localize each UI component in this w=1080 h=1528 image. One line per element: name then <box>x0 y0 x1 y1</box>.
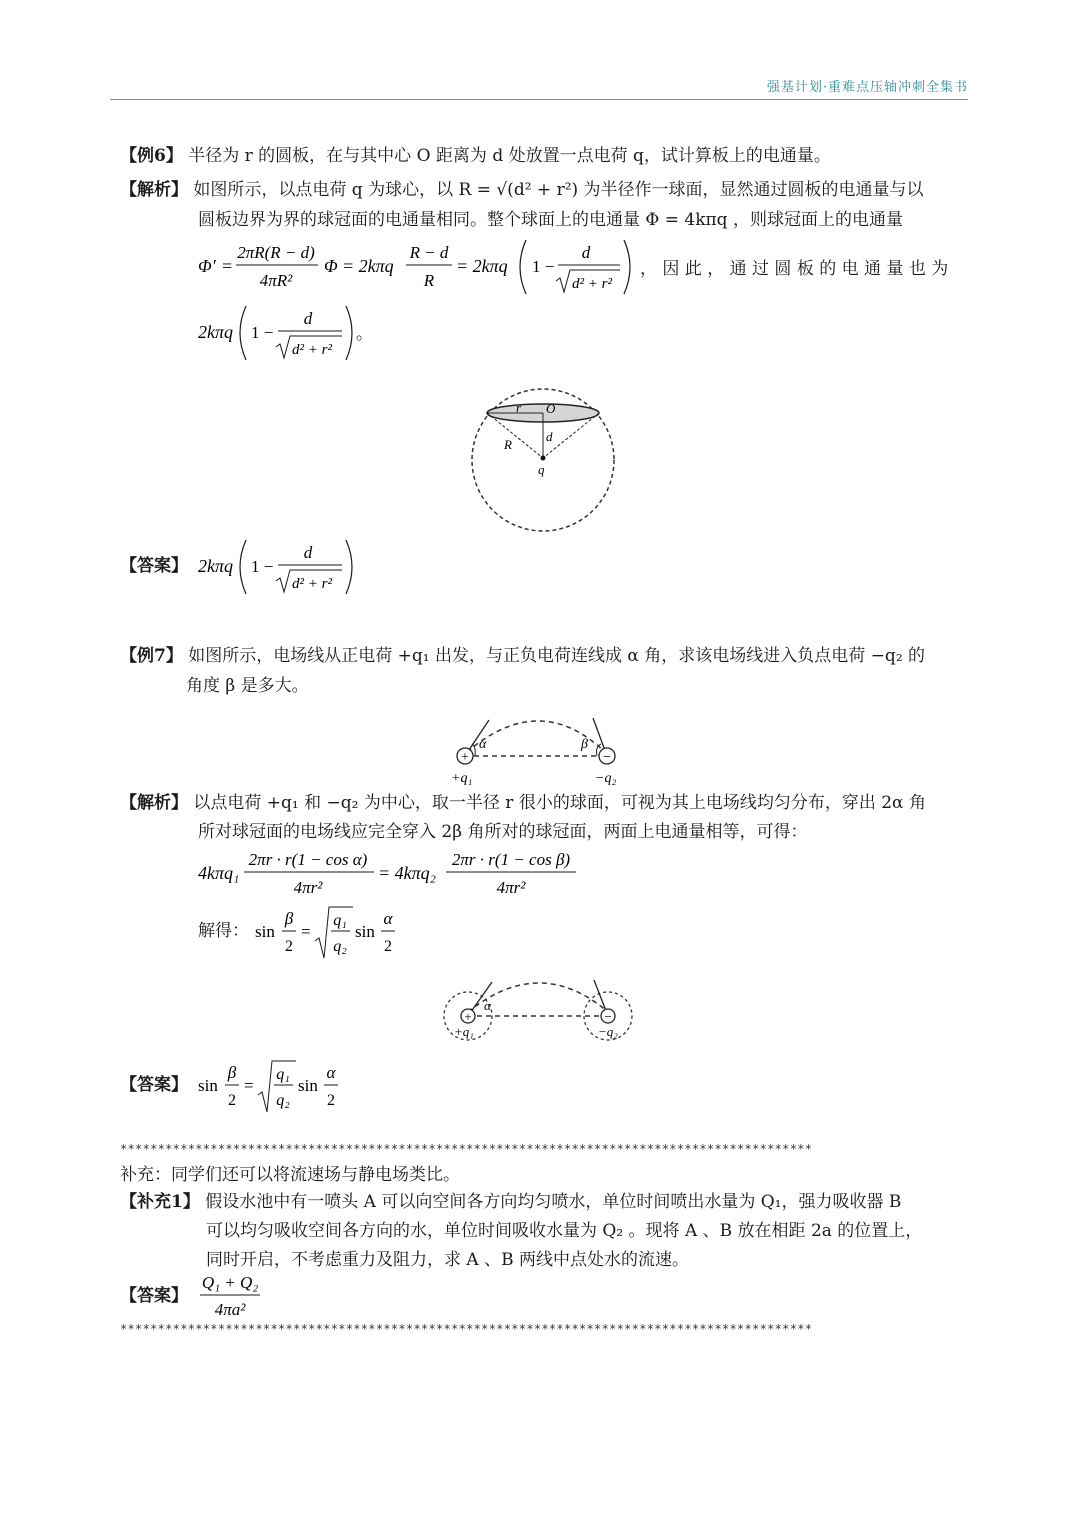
supplement-text1: 假设水池中有一喷头 A 可以向空间各方向均匀喷水，单位时间喷出水量为 Q₁，强力吸收器 B <box>205 1192 902 1212</box>
eq3-text: = 2kπq <box>456 256 508 276</box>
point-charge-dot <box>541 456 546 461</box>
coef-text-2: 2kπq <box>198 556 234 576</box>
label-q: q <box>538 462 545 477</box>
example6-solution-line1 <box>120 177 924 203</box>
sqrt-body-1: d² + r² <box>572 276 612 292</box>
two-den-2: 2 <box>384 938 392 955</box>
example7-question-line2 <box>186 673 309 699</box>
example7-question-line1 <box>120 643 925 669</box>
minus-sign-2: − <box>604 1009 612 1024</box>
q1-num-1: q₁ <box>333 912 347 929</box>
example6-answer-tag: 【答案】 <box>120 556 188 576</box>
label-minus-q2-2: −q₂ <box>598 1024 618 1039</box>
supplement-line2 <box>206 1218 922 1244</box>
label-O: O <box>546 401 556 416</box>
one-minus-1: 1 − <box>532 257 555 276</box>
label-plus-q1: +q₁ <box>451 771 473 786</box>
example6-solution-tag: 【解析】 <box>120 180 188 200</box>
sin-2: sin <box>355 922 375 941</box>
running-header <box>110 66 968 100</box>
coef-text-1: 2kπq <box>198 322 234 342</box>
two-den-1: 2 <box>285 938 293 955</box>
example6-answer-formula <box>196 536 376 602</box>
answer-numerator: Q₁ + Q₂ <box>201 1273 259 1292</box>
sqrt-body-3: d² + r² <box>292 576 332 592</box>
label-plus-q1-2: +q₁ <box>454 1024 474 1039</box>
two-den-3: 2 <box>228 1092 236 1109</box>
example6-solution-line3-suffix <box>640 256 948 282</box>
q2-den-2: q₂ <box>276 1092 290 1109</box>
example7-answer-formula <box>196 1057 346 1115</box>
label-d: d <box>546 429 553 444</box>
sqrt-body-2: d² + r² <box>292 342 332 358</box>
separator-stars-bottom: ******************************************************************************************** <box>120 1322 813 1336</box>
answer-denominator: 4πa² <box>214 1300 246 1319</box>
supplement-intro-line <box>120 1162 460 1188</box>
example7-solution-line1 <box>120 790 926 816</box>
example6-question: 半径为 r 的圆板，在与其中心 O 距离为 d 处放置一点电荷 q，试计算板上的电通量。 <box>188 146 831 166</box>
beta-num-1: β <box>284 909 294 928</box>
sin-1: sin <box>255 922 275 941</box>
example6-solution-text2: 圆板边界为界的球冠面的电通量相同。整个球面上的电通量 Φ = 4kπq ，则球冠面上的电通量 <box>198 210 903 230</box>
example6-period <box>356 321 373 347</box>
solve-label: 解得： <box>198 921 249 941</box>
example7-solution-line2 <box>198 819 807 845</box>
frac2-numerator: R − d <box>409 243 449 262</box>
right-denominator: 4πr² <box>496 878 526 897</box>
left-denominator: 4πr² <box>293 878 323 897</box>
example6-flux-formula <box>196 234 646 300</box>
supplement-answer-formula <box>196 1270 276 1322</box>
example6-tag: 【例6】 <box>120 146 183 166</box>
label-alpha: α <box>479 737 487 752</box>
middle-equals: = 4kπq₂ <box>378 863 436 883</box>
left-numerator: 2πr · r(1 − cos α) <box>248 850 368 869</box>
q2-den-1: q₂ <box>333 938 347 955</box>
d-numerator-3: d <box>303 543 313 562</box>
alpha-num-1: α <box>383 909 393 928</box>
supplement-text2: 可以均匀吸收空间各方向的水，单位时间吸收水量为 Q₂ 。现将 A 、B 放在相距 2a 的位置上， <box>206 1221 923 1241</box>
d-numerator-2: d <box>303 309 313 328</box>
example7-solution-text1: 以点电荷 +q₁ 和 −q₂ 为中心，取一半径 r 很小的球面，可视为其上电场线均匀分布，穿出 2α 角 <box>193 793 926 813</box>
alpha-num-2: α <box>326 1063 336 1082</box>
separator-stars-top: ******************************************************************************************** <box>120 1142 813 1156</box>
supplement-answer-tag: 【答案】 <box>120 1286 188 1306</box>
example6-answer-line <box>120 553 188 579</box>
plus-sign-2: + <box>464 1009 472 1024</box>
example7-question2: 角度 β 是多大。 <box>186 676 309 696</box>
label-alpha-2: α <box>484 998 491 1013</box>
example7-solution-tag: 【解析】 <box>120 793 188 813</box>
label-beta: β <box>581 737 588 752</box>
example7-answer-line <box>120 1072 188 1098</box>
example7-solve-formula <box>253 903 403 961</box>
eq-1: = <box>301 922 311 941</box>
eq-2: = <box>244 1076 254 1095</box>
supplement-line3 <box>206 1247 689 1273</box>
supplement-intro: 补充：同学们还可以将流速场与静电场类比。 <box>120 1165 460 1185</box>
sin-3: sin <box>198 1076 218 1095</box>
supplement-tag: 【补充1】 <box>120 1192 200 1212</box>
phi-symbol: Φ <box>324 256 338 276</box>
phi-prime-symbol: Φ′ <box>198 256 216 276</box>
left-coef: 4kπq₁ <box>198 863 240 883</box>
frac2-denominator: R <box>423 271 435 290</box>
example6-question-line <box>120 143 831 169</box>
d-numerator-1: d <box>581 243 591 262</box>
period-text: 。 <box>356 324 373 344</box>
plus-sign: + <box>461 750 469 765</box>
label-minus-q2: −q₂ <box>595 771 617 786</box>
header-title: 强基计划·重难点压轴冲刺全集书 <box>766 80 968 95</box>
example7-question1: 如图所示，电场线从正电荷 +q₁ 出发，与正负电荷连线成 α 角，求该电场线进入负点电荷 −q₂ 的 <box>188 646 926 666</box>
eq2-text: = 2kπq <box>342 256 394 276</box>
minus-sign: − <box>603 750 611 765</box>
supplement-answer-line <box>120 1283 188 1309</box>
right-numerator: 2πr · r(1 − cos β) <box>451 850 571 869</box>
example7-solve-label-line <box>198 918 249 944</box>
frac1-numerator: 2πR(R − d) <box>237 243 315 262</box>
example7-small-spheres-figure <box>440 960 640 1050</box>
example7-flux-equality-formula <box>196 846 586 902</box>
q1-num-2: q₁ <box>276 1066 290 1083</box>
supplement-text3: 同时开启，不考虑重力及阻力，求 A 、B 两线中点处水的流速。 <box>206 1250 689 1270</box>
example6-therefore-text: ， 因 此 ， 通 过 圆 板 的 电 通 量 也 为 <box>640 259 949 279</box>
example7-fieldline-figure <box>445 700 635 788</box>
example7-answer-tag: 【答案】 <box>120 1075 188 1095</box>
example6-solution-line2 <box>198 207 903 233</box>
two-den-4: 2 <box>327 1092 335 1109</box>
example7-solution-text2: 所对球冠面的电场线应完全穿入 2β 角所对的球冠面，两面上电通量相等，可得： <box>198 822 808 842</box>
label-R: R <box>504 437 512 452</box>
equals-sign-1: = <box>222 256 233 276</box>
one-minus-2: 1 − <box>251 323 274 342</box>
example7-tag: 【例7】 <box>120 646 183 666</box>
example6-sphere-figure <box>460 385 630 540</box>
label-r: r <box>516 400 522 415</box>
example6-solution-text1: 如图所示，以点电荷 q 为球心，以 R = √(d² + r²) 为半径作一球面，显然通过圆板的电通量与以 <box>193 180 924 200</box>
supplement-line1 <box>120 1189 901 1215</box>
sin-4: sin <box>298 1076 318 1095</box>
beta-num-2: β <box>227 1063 237 1082</box>
one-minus-3: 1 − <box>251 557 274 576</box>
frac1-denominator: 4πR² <box>259 271 293 290</box>
